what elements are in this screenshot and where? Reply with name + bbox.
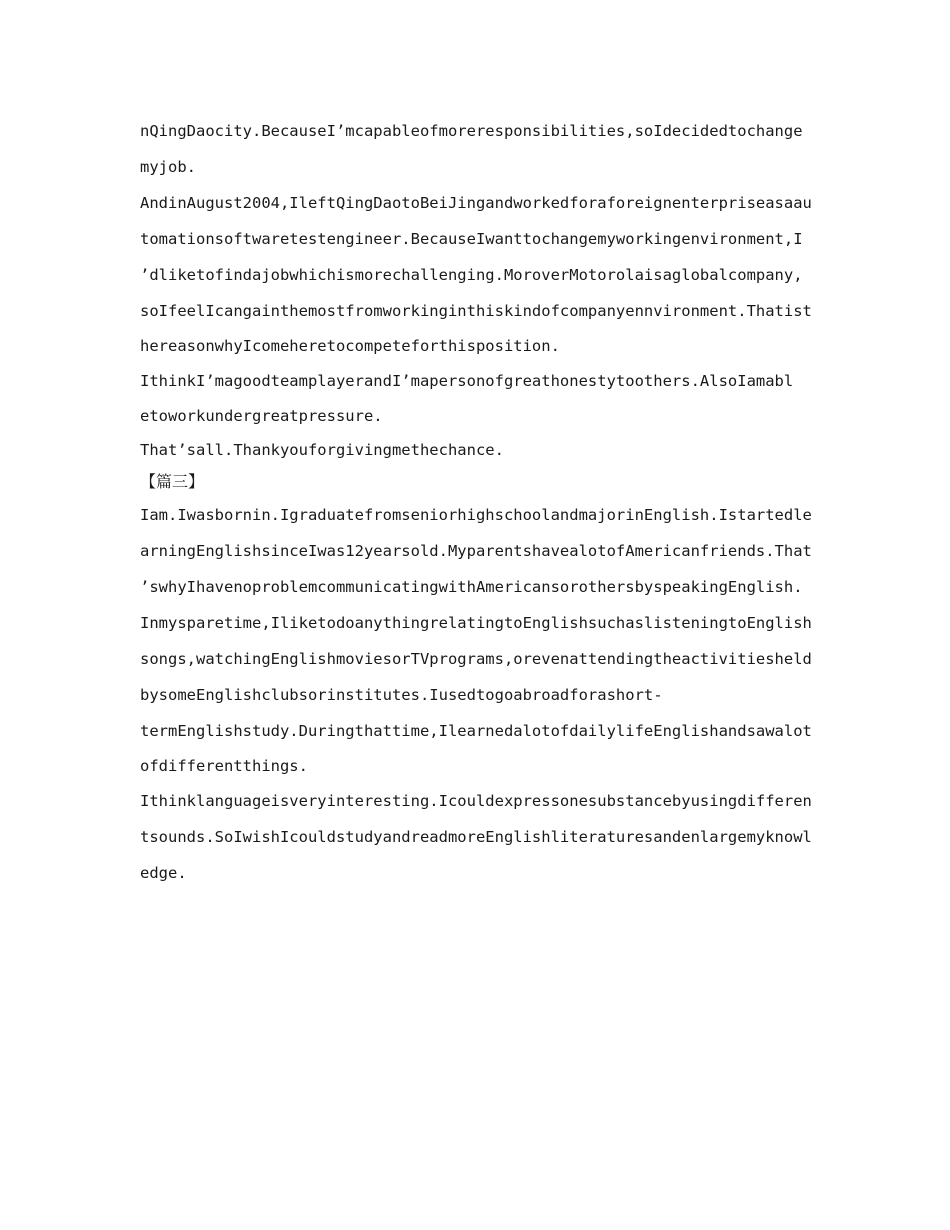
text-line: IthinkI’magoodteamplayerandI’mapersonofgreathonestytoothers.AlsoIamabl: [140, 372, 794, 390]
text-line: ’dliketofindajobwhichismorechallenging.MoroverMotorolaisaglobalcompany,: [140, 266, 803, 284]
text-line: arningEnglishsinceIwas12yearsold.MyparentshavealotofAmericanfriends.That: [140, 542, 812, 560]
text-line: songs,watchingEnglishmoviesorTVprograms,orevenattendingtheactivitiesheld: [140, 650, 812, 668]
text-line: Ithinklanguageisveryinteresting.Icouldexpressonesubstancebyusingdifferen: [140, 792, 812, 810]
text-line: hereasonwhyIcomeheretocompeteforthisposition.: [140, 337, 560, 355]
text-line: Iam.Iwasbornin.IgraduatefromseniorhighschoolandmajorinEnglish.Istartedle: [140, 506, 812, 524]
text-line: termEnglishstudy.Duringthattime,IlearnedalotofdailylifeEnglishandsawalot: [140, 722, 812, 740]
text-line: Inmysparetime,IliketodoanythingrelatingtoEnglishsuchaslisteningtoEnglish: [140, 614, 812, 632]
text-line: ofdifferentthings.: [140, 757, 308, 775]
text-line: bysomeEnglishclubsorinstitutes.Iusedtogoabroadforashort-: [140, 686, 663, 704]
text-line: nQingDaocity.BecauseI’mcapableofmoreresponsibilities,soIdecidedtochange: [140, 122, 803, 140]
text-line: tsounds.SoIwishIcouldstudyandreadmoreEnglishliteraturesandenlargemyknowl: [140, 828, 812, 846]
document-body: [140, 113, 812, 891]
text-line: AndinAugust2004,IleftQingDaotoBeiJingandworkedforaforeignenterpriseasaau: [140, 194, 812, 212]
text-line: myjob.: [140, 158, 196, 176]
text-line: edge.: [140, 864, 187, 882]
text-line: etoworkundergreatpressure.: [140, 407, 383, 425]
text-line: tomationsoftwaretestengineer.BecauseIwanttochangemyworkingenvironment,I: [140, 230, 803, 248]
section-heading: 【篇三】: [140, 472, 205, 491]
text-line: soIfeelIcangainthemostfromworkinginthiskindofcompanyennvironment.Thatist: [140, 302, 812, 320]
text-line: ’swhyIhavenoproblemcommunicatingwithAmericansorothersbyspeakingEnglish.: [140, 578, 803, 596]
text-line: That’sall.Thankyouforgivingmethechance.: [140, 441, 504, 459]
